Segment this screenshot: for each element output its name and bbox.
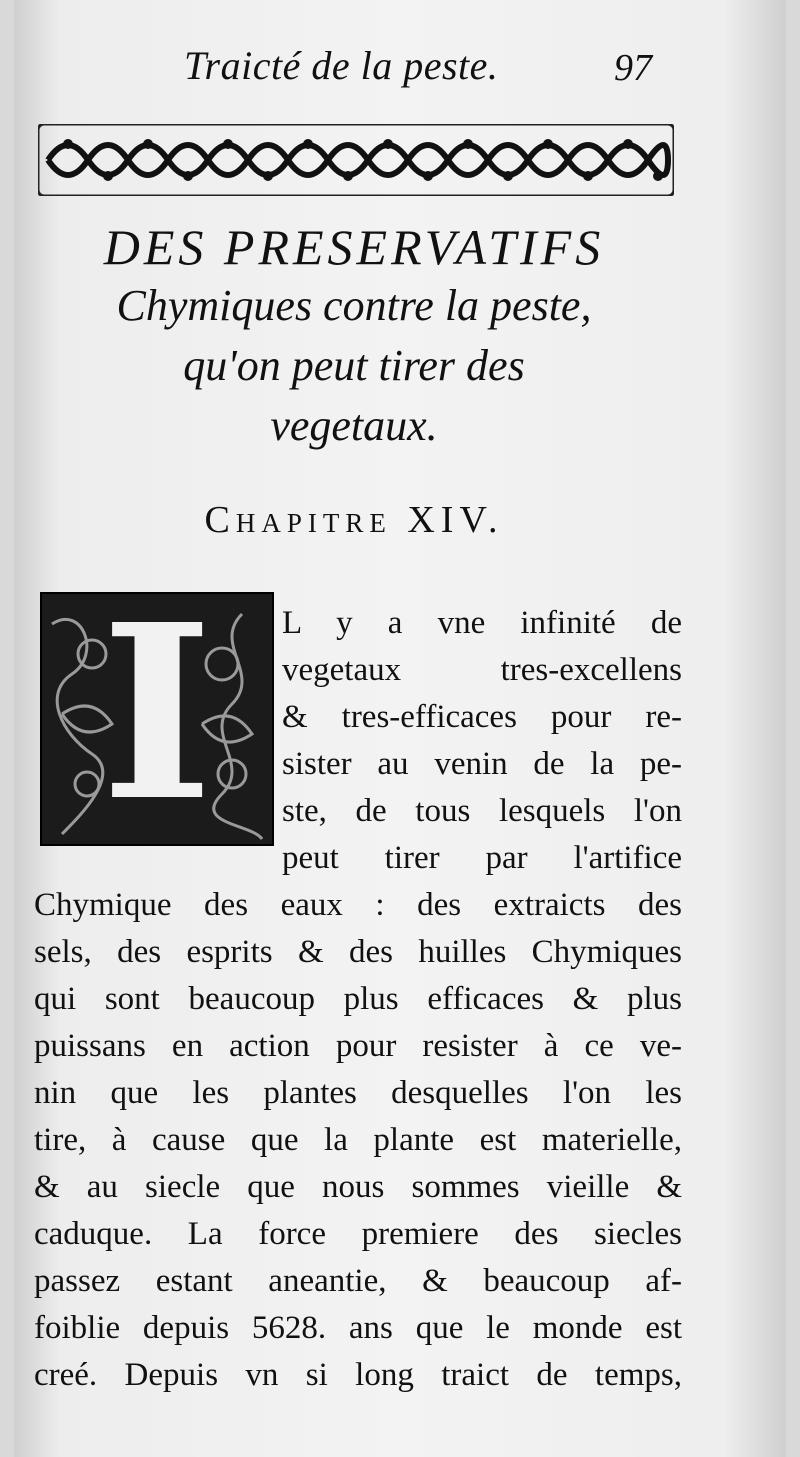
ornamental-headpiece [38, 124, 674, 196]
book-page [14, 0, 786, 1457]
text-line: L y a vne infinité de [282, 605, 682, 641]
text-line: sels, des esprits & des huilles Chymiques [34, 934, 682, 970]
text-line: peut tirer par l'artifice [282, 840, 682, 876]
text-line: caduque. La force premiere des siecles [34, 1216, 682, 1252]
chapter-title-line: DES PRESERVATIFS [103, 219, 605, 275]
text-line: tire, à cause que la plante est materielle, [34, 1122, 682, 1158]
text-line: Chymique des eaux : des extraicts des [34, 887, 682, 923]
page-number: 97 [614, 47, 652, 89]
text-line: passez estant aneantie, & beaucoup af- [34, 1263, 682, 1299]
chapter-number: Chapitre XIV. [204, 499, 504, 541]
running-title: Traicté de la peste. [184, 43, 499, 88]
initial-letter: I [100, 572, 214, 854]
chapter-title [14, 218, 694, 456]
text-line: nin que les plantes desquelles l'on les [34, 1075, 682, 1111]
text-line: puissans en action pour resister à ce ve- [34, 1028, 682, 1064]
text-line: creé. Depuis vn si long traict de temps, [34, 1357, 682, 1393]
text-line: & au siecle que nous sommes vieille & [34, 1169, 682, 1205]
text-line: vegetaux tres-excellens [282, 652, 682, 688]
page-header [14, 40, 786, 96]
chapter-title-line: Chymiques contre la peste, [116, 281, 592, 330]
text-line: ste, de tous lesquels l'on [282, 793, 682, 829]
text-line: qui sont beaucoup plus efficaces & plus [34, 981, 682, 1017]
chapter-title-line: qu'on peut tirer des [183, 341, 525, 390]
text-line: foiblie depuis 5628. ans que le monde est [34, 1310, 682, 1346]
text-line: & tres-efficaces pour re- [282, 699, 682, 735]
body-paragraph [34, 600, 682, 1399]
chapter-title-line: vegetaux. [270, 401, 438, 450]
text-line: sister au venin de la pe- [282, 746, 682, 782]
